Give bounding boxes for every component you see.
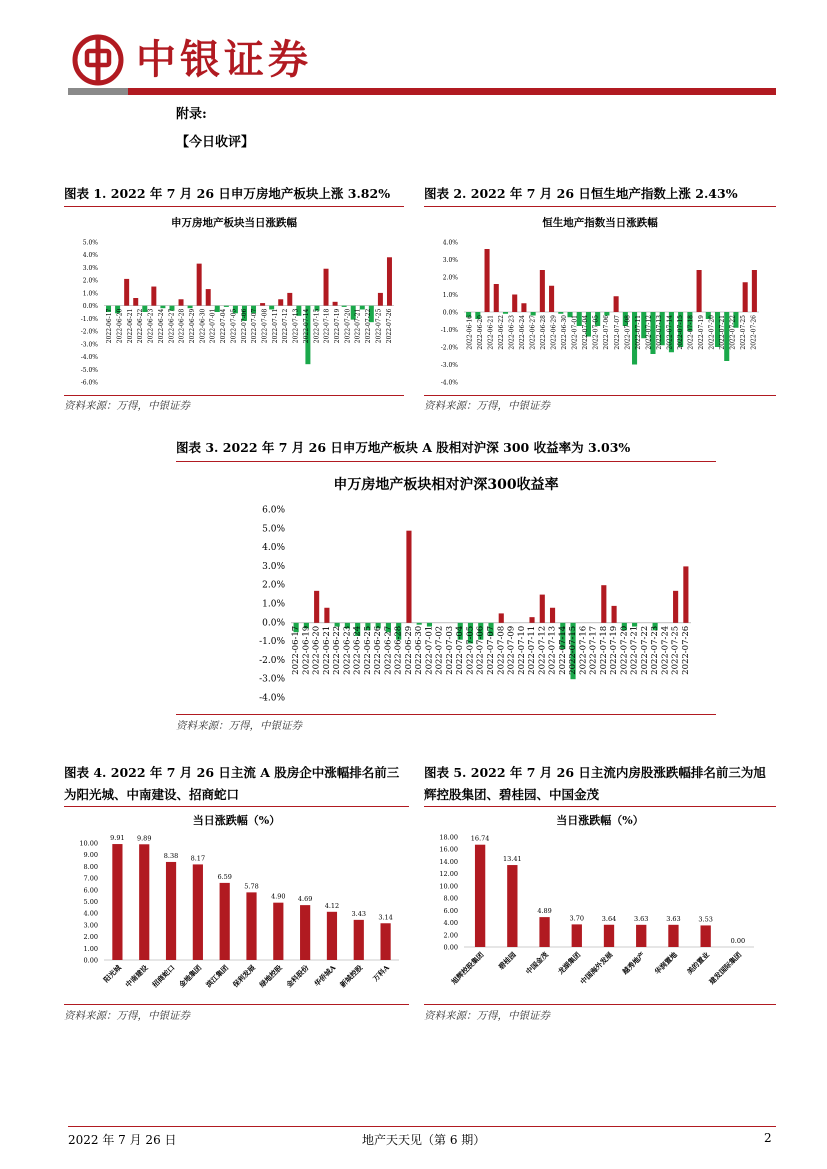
x-tick-label: 2022-07-19 <box>698 315 706 350</box>
x-tick-label: 金科股份 <box>284 963 311 990</box>
company-name: 中银证券 <box>136 37 312 83</box>
bar <box>539 917 549 947</box>
x-tick-label: 金地集团 <box>177 963 204 990</box>
x-tick-label: 2022-06-28 <box>393 625 404 675</box>
bar <box>188 306 193 309</box>
y-tick-label: 2.00 <box>83 933 98 942</box>
x-tick-label: 2022-06-22 <box>332 625 343 675</box>
bar <box>512 295 517 313</box>
data-label: 8.17 <box>190 854 206 863</box>
x-tick-label: 2022-07-11 <box>634 315 642 350</box>
bar <box>193 864 203 960</box>
bar <box>531 312 536 316</box>
x-tick-label: 2022-07-05 <box>592 315 600 350</box>
x-tick-label: 2022-07-13 <box>655 315 663 350</box>
figure-3-rule <box>176 461 716 462</box>
bar <box>614 296 619 312</box>
figure-5-rule <box>424 806 776 807</box>
bar <box>540 270 545 312</box>
x-tick-label: 2022-07-10 <box>516 625 527 675</box>
figure-4-source: 资料来源：万得，中银证券 <box>64 1010 190 1022</box>
x-tick-label: 2022-06-21 <box>126 308 134 344</box>
footer-rule <box>68 1126 776 1127</box>
x-tick-label: 2022-07-04 <box>220 308 228 344</box>
x-tick-label: 2022-06-28 <box>178 308 186 344</box>
appendix-label: 附录: <box>176 107 207 122</box>
x-tick-label: 2022-07-09 <box>506 625 517 675</box>
bar <box>327 912 337 960</box>
y-tick-label: 0.0% <box>262 618 285 629</box>
figure-2-source: 资料来源：万得，中银证券 <box>424 400 550 412</box>
figure-4-bottom-rule <box>64 1004 409 1005</box>
y-tick-label: 1.00 <box>83 944 98 953</box>
x-tick-label: 2022-07-13 <box>292 308 300 344</box>
x-tick-label: 2022-07-07 <box>486 625 496 675</box>
x-tick-label: 龙湖集团 <box>556 950 583 977</box>
x-tick-label: 2022-07-25 <box>740 315 748 350</box>
bar <box>278 299 283 305</box>
data-label: 3.63 <box>666 914 681 923</box>
chart-3 <box>176 465 716 710</box>
x-tick-label: 2022-07-18 <box>323 308 331 344</box>
x-tick-label: 2022-07-25 <box>375 308 383 344</box>
x-tick-label: 招商蛇口 <box>150 963 177 990</box>
x-tick-label: 2022-07-17 <box>588 625 599 675</box>
x-tick-label: 2022-07-20 <box>708 315 716 350</box>
x-tick-label: 2022-07-23 <box>650 625 661 675</box>
y-tick-label: 3.0% <box>442 257 458 264</box>
section-label: 【今日收评】 <box>176 135 255 150</box>
x-tick-label: 2022-07-15 <box>313 308 321 344</box>
x-tick-label: 2022-07-05 <box>465 625 476 675</box>
y-tick-label: -4.0% <box>80 354 98 362</box>
figure-3-title: 图表 3. 2022 年 7 月 26 日申万地产板块 A 股相对沪深 300 收益率为 3.03% <box>176 440 631 455</box>
bar <box>636 925 646 947</box>
x-tick-label: 建发国际集团 <box>707 950 744 987</box>
x-tick-label: 2022-07-20 <box>344 308 352 344</box>
chart-5 <box>424 810 776 1000</box>
figure-5-title: 图表 5. 2022 年 7 月 26 日主流内房股涨跌幅排名前三为旭辉控股集团、碧桂园、中国金茂 <box>424 765 766 802</box>
bar <box>324 269 329 306</box>
figure-1-title: 图表 1. 2022 年 7 月 26 日申万房地产板块上涨 3.82% <box>64 186 391 201</box>
x-tick-label: 2022-06-23 <box>342 625 353 675</box>
y-tick-label: -6.0% <box>80 379 98 387</box>
x-tick-label: 2022-07-18 <box>687 315 695 350</box>
y-tick-label: -4.0% <box>440 379 458 387</box>
bar <box>139 844 149 960</box>
bar <box>752 270 757 312</box>
chart-2 <box>424 210 776 390</box>
figure-1-rule <box>64 206 404 207</box>
y-tick-label: -1.0% <box>440 327 458 334</box>
chart-title: 申万房地产板块当日涨跌幅 <box>171 217 297 229</box>
x-tick-label: 2022-07-21 <box>354 308 362 344</box>
y-tick-label: -3.0% <box>80 341 98 349</box>
bar <box>494 284 499 312</box>
x-tick-label: 旭辉控股集团 <box>449 950 486 987</box>
bar <box>354 920 364 960</box>
bar <box>273 903 283 960</box>
x-tick-label: 2022-06-24 <box>518 315 526 350</box>
y-tick-label: 5.00 <box>83 898 98 906</box>
x-tick-label: 2022-06-19 <box>301 625 312 675</box>
data-label: 3.43 <box>351 909 367 918</box>
x-tick-label: 2022-07-03 <box>444 625 455 675</box>
x-tick-label: 2022-06-26 <box>373 625 384 675</box>
data-label: 9.89 <box>136 834 152 843</box>
x-tick-label: 2022-07-26 <box>750 315 758 350</box>
y-tick-label: -5.0% <box>80 366 98 374</box>
y-tick-label: 10.00 <box>79 839 98 848</box>
bar <box>507 865 517 947</box>
y-tick-label: -2.0% <box>440 344 458 352</box>
x-tick-label: 2022-06-27 <box>529 315 537 350</box>
x-tick-label: 2022-07-04 <box>455 625 466 675</box>
x-tick-label: 2022-06-20 <box>476 315 484 350</box>
y-tick-label: 9.00 <box>83 851 98 860</box>
bar <box>683 566 688 622</box>
y-tick-label: 1.0% <box>442 292 458 299</box>
y-tick-label: 4.0% <box>82 252 98 260</box>
y-tick-label: 1.0% <box>82 290 98 298</box>
footer-date: 2022 年 7 月 26 日 <box>68 1133 177 1147</box>
bar <box>572 924 582 947</box>
y-tick-label: 3.00 <box>83 921 98 930</box>
data-label: 13.41 <box>503 855 522 864</box>
y-tick-label: 4.00 <box>443 919 458 928</box>
x-tick-label: 2022-07-08 <box>624 315 632 350</box>
y-tick-label: 1.0% <box>262 599 285 610</box>
y-tick-label: 8.00 <box>443 894 458 903</box>
y-tick-label: 6.0% <box>262 505 285 516</box>
x-tick-label: 2022-06-16 <box>466 315 474 350</box>
x-tick-label: 2022-06-23 <box>147 308 155 344</box>
x-tick-label: 2022-07-06 <box>240 308 248 344</box>
x-tick-label: 2022-07-19 <box>609 625 620 675</box>
bar <box>179 299 184 305</box>
data-label: 4.89 <box>537 907 552 916</box>
x-tick-label: 绿地控股 <box>257 963 284 990</box>
x-tick-label: 2022-07-01 <box>424 625 435 675</box>
x-tick-label: 2022-06-23 <box>508 315 516 350</box>
bar <box>314 591 319 623</box>
figure-4-rule <box>64 806 409 807</box>
data-label: 4.90 <box>271 892 286 901</box>
y-tick-label: 4.00 <box>83 909 98 918</box>
x-tick-label: 2022-07-14 <box>666 315 674 350</box>
x-tick-label: 中南建设 <box>123 963 150 990</box>
figure-3-source: 资料来源：万得，中银证券 <box>176 720 302 732</box>
bar <box>697 270 702 312</box>
y-tick-label: 6.00 <box>83 886 98 895</box>
x-tick-label: 2022-07-02 <box>434 625 445 675</box>
x-tick-label: 2022-07-16 <box>578 625 589 675</box>
bar <box>300 905 310 960</box>
bar <box>549 286 554 312</box>
y-tick-label: -1.0% <box>80 315 98 323</box>
x-tick-label: 2022-07-07 <box>613 315 621 350</box>
y-tick-label: 14.00 <box>439 857 458 866</box>
x-tick-label: 2022-07-19 <box>334 308 342 344</box>
x-tick-label: 2022-07-25 <box>670 625 681 675</box>
bar <box>324 608 329 623</box>
figure-2-bottom-rule <box>424 395 776 396</box>
x-tick-label: 2022-07-24 <box>660 625 671 675</box>
bar <box>151 287 156 306</box>
x-tick-label: 2022-06-24 <box>157 308 165 344</box>
bar <box>342 306 347 307</box>
x-tick-label: 2022-06-17 <box>291 625 302 675</box>
x-tick-label: 2022-07-22 <box>729 315 737 350</box>
x-tick-label: 2022-07-05 <box>230 308 238 344</box>
bar <box>387 257 392 305</box>
x-tick-label: 2022-06-22 <box>137 308 145 344</box>
y-tick-label: 2.0% <box>442 274 458 282</box>
x-tick-label: 2022-06-20 <box>116 308 124 344</box>
x-tick-label: 2022-07-26 <box>385 308 393 344</box>
bar <box>550 608 555 623</box>
figure-1-source: 资料来源：万得，中银证券 <box>64 400 190 412</box>
bar <box>503 312 508 314</box>
bar <box>406 531 411 623</box>
y-tick-label: 2.0% <box>82 277 98 285</box>
x-tick-label: 中国金茂 <box>523 950 550 977</box>
x-tick-label: 2022-06-21 <box>321 625 332 675</box>
y-tick-label: 12.00 <box>439 870 458 879</box>
data-label: 3.14 <box>378 913 393 922</box>
x-tick-label: 2022-07-06 <box>603 315 611 350</box>
x-tick-label: 2022-07-12 <box>282 308 290 344</box>
y-tick-label: -4.0% <box>259 693 285 704</box>
figure-1-bottom-rule <box>64 395 404 396</box>
y-tick-label: -2.0% <box>80 328 98 336</box>
bar <box>112 844 122 960</box>
chart-title: 申万房地产板块相对沪深300收益率 <box>333 477 559 493</box>
bar <box>206 289 211 306</box>
bar <box>743 282 748 312</box>
x-tick-label: 2022-07-20 <box>619 625 630 675</box>
figure-4-title: 图表 4. 2022 年 7 月 26 日主流 A 股房企中涨幅排名前三为阳光城、中南建设、招商蛇口 <box>64 765 400 802</box>
x-tick-label: 2022-06-30 <box>414 625 425 675</box>
x-tick-label: 保利发展 <box>230 963 257 990</box>
bar <box>673 591 678 623</box>
data-label: 0.00 <box>730 937 746 945</box>
x-tick-label: 碧桂园 <box>496 950 518 972</box>
chart-1 <box>64 210 404 390</box>
x-tick-label: 2022-07-15 <box>676 315 684 350</box>
x-tick-label: 2022-07-08 <box>496 625 507 675</box>
x-tick-label: 2022-06-27 <box>383 625 394 675</box>
figure-2-title: 图表 2. 2022 年 7 月 26 日恒生地产指数上涨 2.43% <box>424 186 738 201</box>
data-label: 3.53 <box>698 915 713 924</box>
y-tick-label: 18.00 <box>439 833 458 842</box>
x-tick-label: 2022-07-04 <box>582 315 590 350</box>
data-label: 3.63 <box>633 914 649 923</box>
bar <box>604 925 614 947</box>
bar <box>417 623 422 625</box>
y-tick-label: 0.0% <box>442 309 458 317</box>
x-tick-label: 2022-06-30 <box>561 315 569 350</box>
x-tick-label: 2022-06-29 <box>189 308 197 344</box>
bar <box>485 249 490 312</box>
y-tick-label: -3.0% <box>440 362 458 369</box>
x-tick-label: 2022-07-12 <box>645 315 653 350</box>
y-tick-label: 6.00 <box>443 906 458 915</box>
bar <box>260 303 265 306</box>
x-tick-label: 中国海外发展 <box>578 950 615 987</box>
bar <box>124 279 129 306</box>
x-tick-label: 2022-06-27 <box>168 308 176 344</box>
figure-3-bottom-rule <box>176 714 716 715</box>
bar <box>133 298 138 306</box>
data-label: 4.12 <box>324 901 340 910</box>
x-tick-label: 2022-07-11 <box>271 308 279 344</box>
data-label: 4.69 <box>297 895 313 904</box>
x-tick-label: 2022-07-01 <box>571 315 579 350</box>
data-label: 16.74 <box>470 834 490 843</box>
bar <box>558 312 563 314</box>
figure-5-bottom-rule <box>424 1004 776 1005</box>
bar <box>333 302 338 306</box>
y-tick-label: 4.0% <box>442 239 458 247</box>
figure-2-rule <box>424 206 776 207</box>
y-tick-label: 5.0% <box>262 524 285 535</box>
y-tick-label: 0.00 <box>443 943 458 952</box>
data-label: 5.78 <box>244 882 259 891</box>
bank-of-china-logo-icon <box>72 34 124 86</box>
bar <box>287 293 292 306</box>
x-tick-label: 2022-07-18 <box>598 625 609 675</box>
chart-title: 恒生地产指数当日涨跌幅 <box>542 217 658 229</box>
x-tick-label: 2022-07-15 <box>568 625 579 675</box>
x-tick-label: 2022-07-06 <box>475 625 486 675</box>
y-tick-label: 8.00 <box>83 862 98 871</box>
y-tick-label: 0.0% <box>82 303 98 311</box>
x-tick-label: 越秀地产 <box>620 950 647 977</box>
x-tick-label: 美的置业 <box>684 950 712 977</box>
bar <box>540 595 545 623</box>
y-tick-label: 3.0% <box>262 561 285 572</box>
footer-publication: 地产天天见（第 6 期） <box>362 1133 486 1147</box>
y-tick-label: 2.00 <box>443 931 458 940</box>
x-tick-label: 2022-06-24 <box>352 625 363 675</box>
bar <box>521 303 526 312</box>
x-tick-label: 华侨城A <box>312 963 338 989</box>
x-tick-label: 2022-07-12 <box>537 625 548 675</box>
bar <box>499 613 504 622</box>
figure-5-source: 资料来源：万得，中银证券 <box>424 1010 550 1022</box>
chart-title: 当日涨跌幅（%） <box>556 814 644 827</box>
header-bar-red <box>128 88 776 95</box>
x-tick-label: 2022-06-25 <box>362 625 373 675</box>
bar <box>166 862 176 960</box>
data-label: 8.38 <box>163 851 179 860</box>
x-tick-label: 2022-07-26 <box>680 625 691 675</box>
x-tick-label: 万科A <box>370 963 392 984</box>
bar <box>378 293 383 306</box>
x-tick-label: 2022-06-29 <box>403 625 414 675</box>
bar <box>475 845 485 947</box>
y-tick-label: -3.0% <box>259 674 285 685</box>
bar <box>246 892 256 960</box>
bar <box>601 585 606 623</box>
data-label: 9.91 <box>110 834 125 843</box>
x-tick-label: 2022-07-11 <box>527 625 538 675</box>
chart-4 <box>64 810 409 1000</box>
chart-title: 当日涨跌幅（%） <box>192 814 281 827</box>
y-tick-label: 16.00 <box>439 845 458 854</box>
y-tick-label: 2.0% <box>262 580 285 591</box>
y-tick-label: -2.0% <box>259 655 285 666</box>
bar <box>612 606 617 623</box>
page-number: 2 <box>764 1131 772 1145</box>
x-tick-label: 2022-06-30 <box>199 308 207 344</box>
y-tick-label: 3.0% <box>82 264 98 272</box>
header-bar-gray <box>68 88 128 95</box>
y-tick-label: 7.00 <box>83 874 98 883</box>
bar <box>701 925 711 947</box>
y-tick-label: 0.00 <box>83 956 98 965</box>
x-tick-label: 2022-07-21 <box>719 315 727 350</box>
bar <box>529 617 534 623</box>
x-tick-label: 2022-07-22 <box>639 625 650 675</box>
y-tick-label: 10.00 <box>439 882 458 891</box>
x-tick-label: 2022-06-20 <box>311 625 322 675</box>
bar <box>220 883 230 960</box>
data-label: 6.59 <box>217 872 232 881</box>
x-tick-label: 2022-07-13 <box>547 625 558 675</box>
x-tick-label: 2022-06-21 <box>487 315 495 350</box>
y-tick-label: 4.0% <box>262 543 285 554</box>
x-tick-label: 新城控股 <box>338 963 365 990</box>
bar <box>197 264 202 306</box>
x-tick-label: 2022-07-07 <box>251 308 259 344</box>
x-tick-label: 2022-06-17 <box>106 308 114 344</box>
bar <box>224 306 229 307</box>
x-tick-label: 2022-07-21 <box>629 625 640 675</box>
x-tick-label: 阳光城 <box>101 963 123 985</box>
x-tick-label: 2022-07-08 <box>261 308 269 344</box>
x-tick-label: 滨江集团 <box>203 963 231 990</box>
x-tick-label: 2022-07-01 <box>209 308 217 344</box>
x-tick-label: 2022-06-22 <box>497 315 505 350</box>
data-label: 3.70 <box>569 914 585 923</box>
bar <box>380 923 390 960</box>
bar <box>668 925 678 947</box>
x-tick-label: 华润置地 <box>652 950 679 977</box>
x-tick-label: 2022-07-22 <box>365 308 373 344</box>
x-tick-label: 2022-07-14 <box>302 308 310 344</box>
x-tick-label: 2022-07-14 <box>557 625 568 675</box>
data-label: 3.64 <box>601 914 617 923</box>
bar <box>604 312 609 316</box>
x-tick-label: 2022-06-29 <box>550 315 558 350</box>
y-tick-label: -1.0% <box>259 637 285 648</box>
x-tick-label: 2022-06-28 <box>540 315 548 350</box>
y-tick-label: 5.0% <box>82 239 98 247</box>
bar <box>160 306 165 309</box>
